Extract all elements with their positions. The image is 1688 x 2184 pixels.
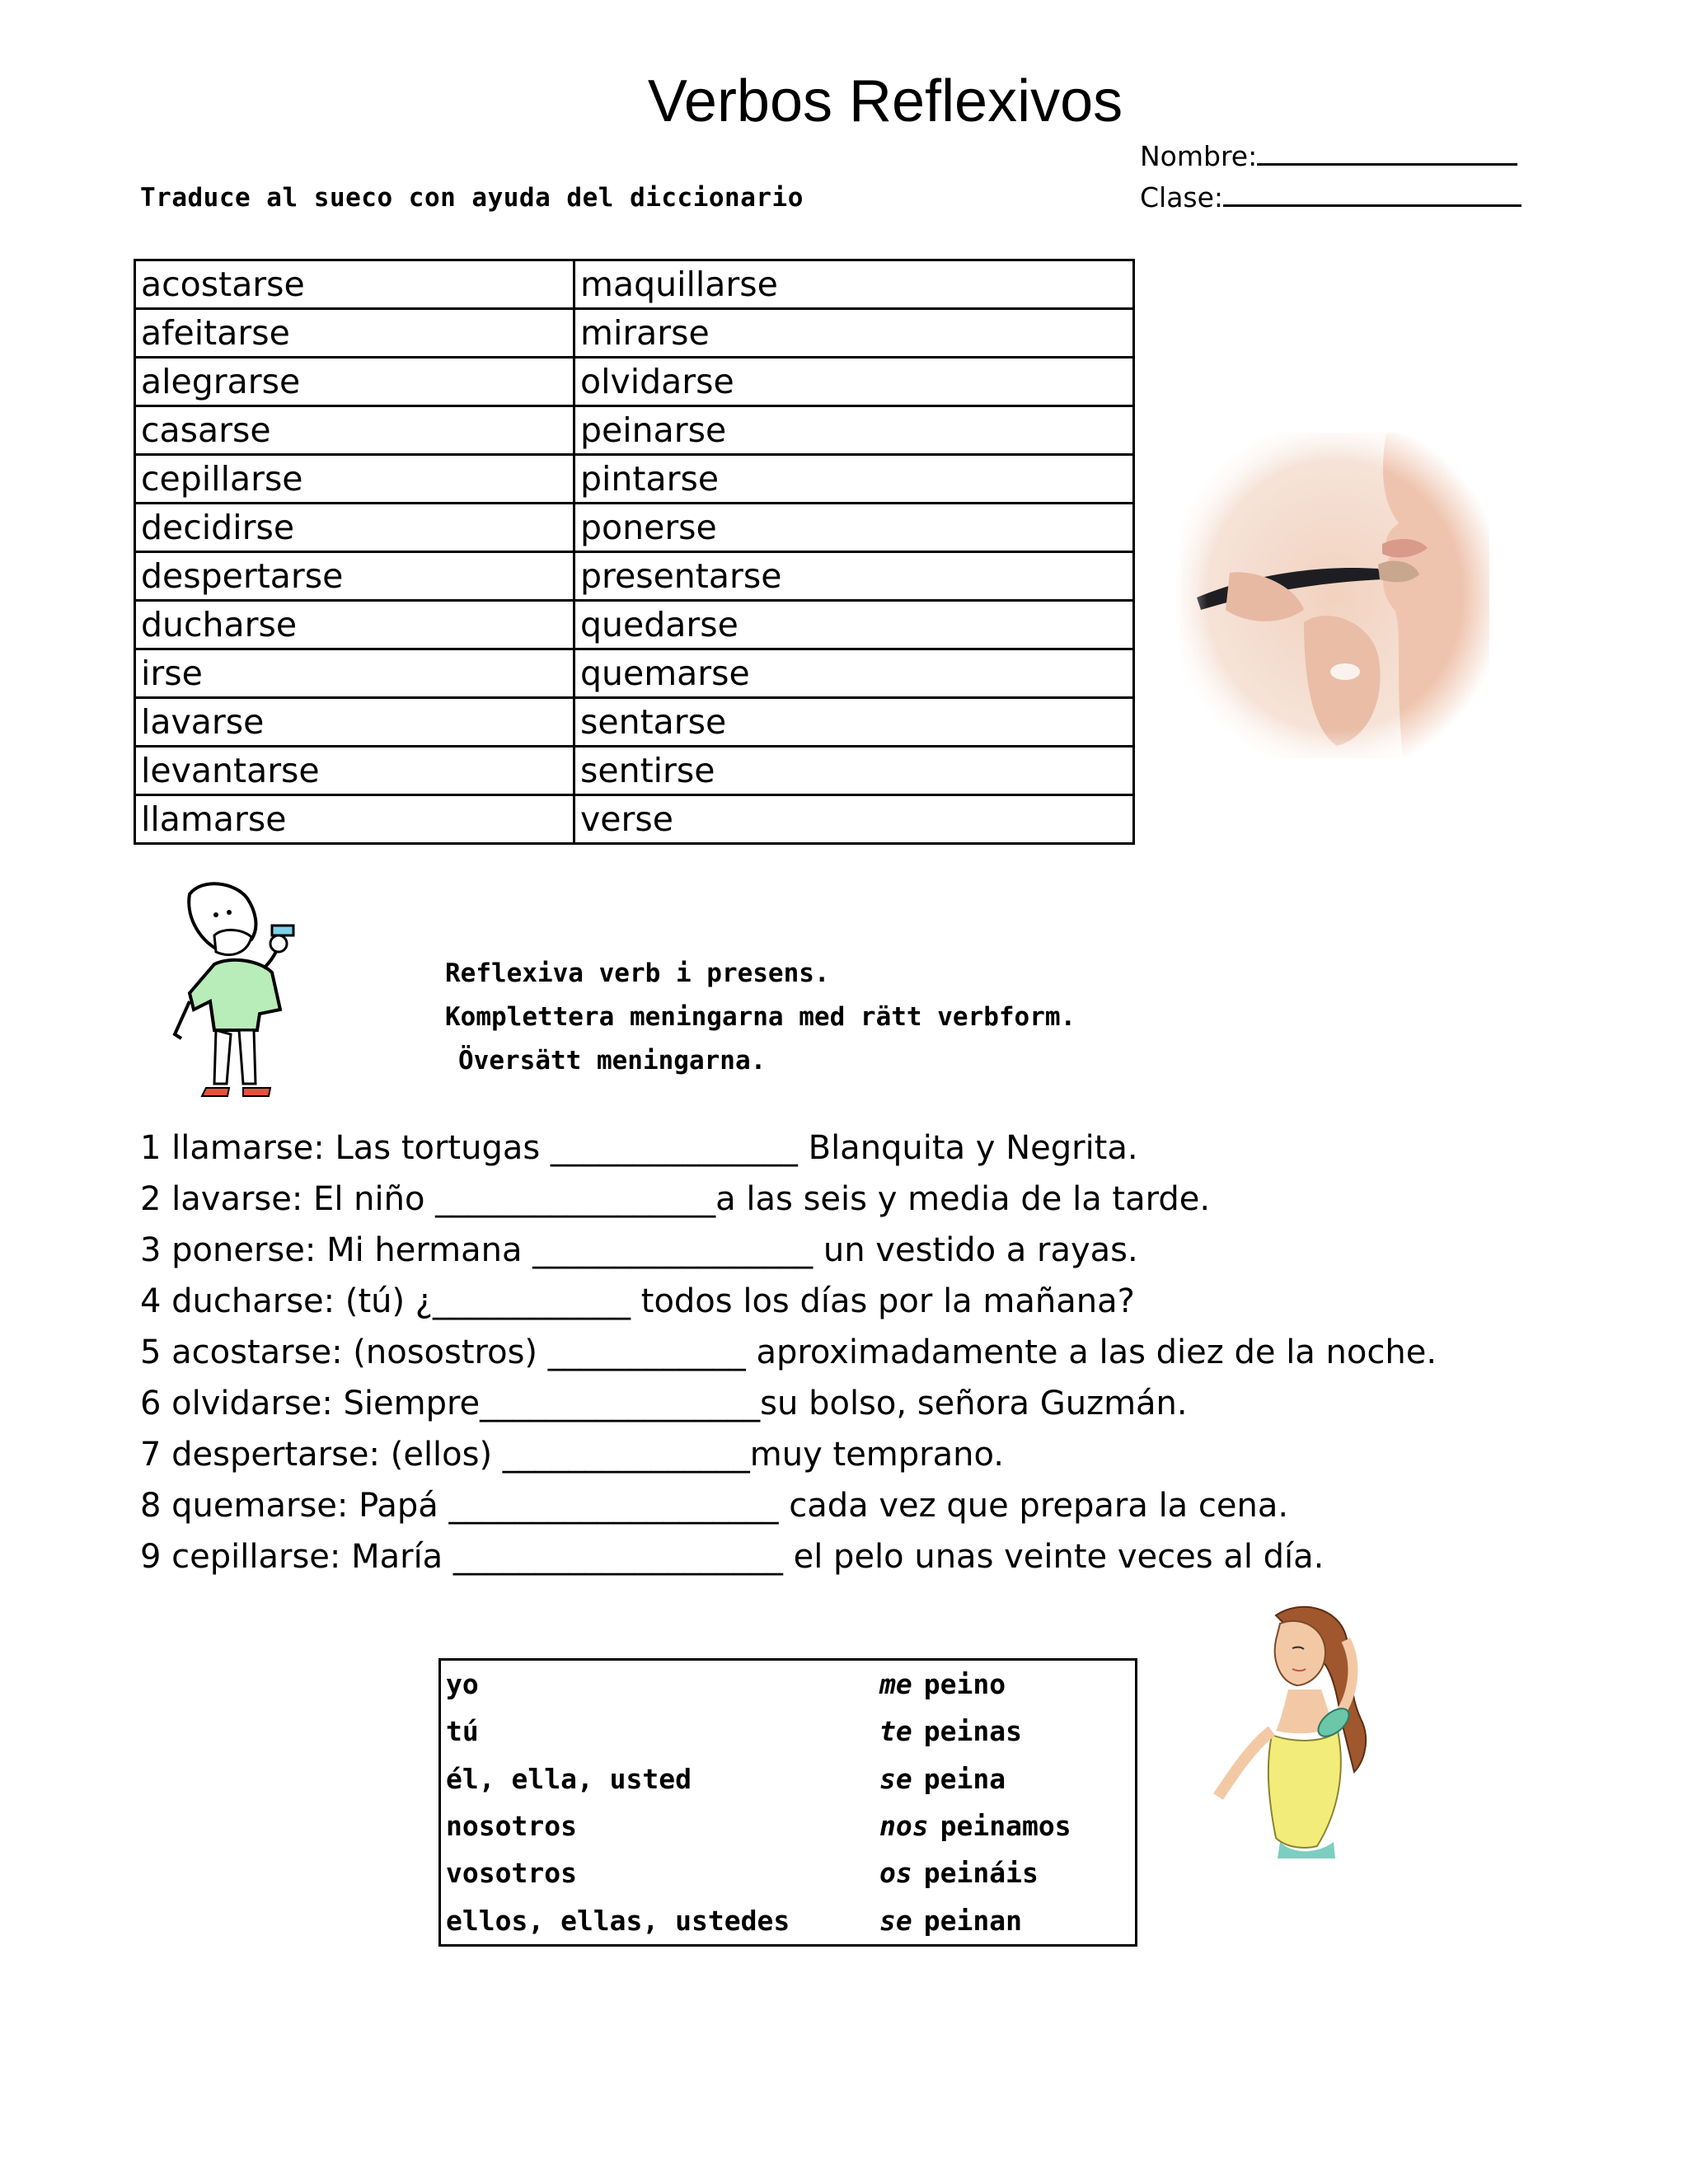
table-row [135,406,1134,455]
exercise-sentence[interactable]: 9 cepillarse: María ____________________ el pelo unas veinte veces al día. [140,1538,1325,1576]
verb-form-cell [874,1849,1137,1896]
conjugation-table [438,1658,1137,1947]
class-field[interactable] [1140,180,1522,216]
vocab-cell: cepillarse [135,455,574,504]
class-label: Clase: [1140,181,1224,213]
vocab-cell: verse [574,795,1134,844]
table-row [135,795,1134,844]
vocab-cell: presentarse [574,552,1134,601]
table-row [440,1755,1137,1802]
table-row [135,698,1134,747]
directions-line: Reflexiva verb i presens. [445,958,830,988]
exercise-sentence[interactable]: 6 olvidarse: Siempre_________________su bolso, señora Guzmán. [140,1385,1188,1422]
vocab-cell: despertarse [135,552,574,601]
verb-form-cell [874,1755,1137,1802]
verb-form: peinan [923,1904,1022,1937]
vocab-cell: acostarse [135,260,574,309]
table-row [135,552,1134,601]
vocab-cell: olvidarse [574,358,1134,406]
shaving-boy-illustration [165,878,330,1104]
subject-cell: él, ella, usted [446,1762,692,1795]
vocab-cell: quemarse [574,649,1134,698]
instruction-text: Traduce al sueco con ayuda del diccionario [140,183,804,213]
subject-cell: nosotros [446,1810,577,1843]
vocab-cell: sentarse [574,698,1134,747]
exercise-sentence[interactable]: 2 lavarse: El niño _________________a las seis y media de la tarde. [140,1180,1211,1218]
name-label: Nombre: [1140,140,1258,172]
verb-form: peinamos [940,1810,1071,1843]
girl-brushing-hair-illustration [1202,1599,1404,1863]
vocab-cell: llamarse [135,795,574,844]
subject-cell: yo [446,1668,479,1701]
subject-cell: ellos, ellas, ustedes [446,1904,790,1937]
reflexive-pronoun: te [879,1715,912,1748]
directions-line: Komplettera meningarna med rätt verbform. [445,1002,1076,1032]
vocab-cell: ducharse [135,601,574,649]
table-row [135,455,1134,504]
vocab-cell: irse [135,649,574,698]
table-row [440,1802,1137,1849]
reflexive-pronoun: se [879,1904,912,1937]
vocab-cell: casarse [135,406,574,455]
table-row [440,1897,1137,1946]
vocab-cell: sentirse [574,747,1134,795]
verb-form-cell [874,1897,1137,1946]
reflexive-pronoun: se [879,1762,912,1795]
table-row [440,1660,1137,1708]
table-row [440,1849,1137,1896]
subject-cell: tú [446,1715,479,1748]
exercise-sentence[interactable]: 8 quemarse: Papá ____________________ cada vez que prepara la cena. [140,1487,1289,1525]
vocab-cell: peinarse [574,406,1134,455]
vocab-cell: lavarse [135,698,574,747]
verb-form-cell [874,1708,1137,1755]
page-title: Verbos Reflexivos [647,68,1123,134]
vocab-cell: alegrarse [135,358,574,406]
vocab-cell: pintarse [574,455,1134,504]
verb-form: peino [923,1668,1006,1701]
table-row [135,649,1134,698]
vocab-cell: mirarse [574,309,1134,358]
exercise-sentence[interactable]: 5 acostarse: (nosostros) ____________ aproximadamente a las diez de la noche. [140,1333,1437,1371]
name-blank-line[interactable] [1257,138,1517,166]
verb-form: peináis [923,1857,1039,1890]
verb-form: peina [923,1762,1006,1795]
vocab-cell: maquillarse [574,260,1134,309]
directions [445,952,1076,1083]
exercise-sentence[interactable]: 1 llamarse: Las tortugas _______________ Blanquita y Negrita. [140,1129,1138,1167]
exercise-sentence[interactable]: 4 ducharse: (tú) ¿____________ todos los días por la mañana? [140,1282,1135,1320]
name-field[interactable] [1140,138,1517,175]
reflexive-pronoun: nos [879,1810,929,1843]
verb-form: peinas [923,1715,1022,1748]
table-row [135,601,1134,649]
table-row [440,1708,1137,1755]
verb-form-cell [874,1660,1137,1708]
vocab-cell: quedarse [574,601,1134,649]
directions-line: Översätt meningarna. [458,1046,767,1076]
vocab-cell: levantarse [135,747,574,795]
reflexive-pronoun: me [879,1668,912,1701]
table-row [135,309,1134,358]
verb-form-cell [874,1802,1137,1849]
class-blank-line[interactable] [1223,180,1522,207]
vocab-table [134,259,1135,845]
table-row [135,358,1134,406]
exercise-sentence[interactable]: 7 despertarse: (ellos) _______________muy temprano. [140,1436,1004,1474]
exercise-list [140,1122,1437,1582]
reflexive-pronoun: os [879,1857,912,1890]
vocab-cell: afeitarse [135,309,574,358]
makeup-photo [1180,433,1489,758]
table-row [135,747,1134,795]
table-row [135,260,1134,309]
subject-cell: vosotros [446,1857,577,1890]
vocab-cell: ponerse [574,504,1134,552]
vocab-cell: decidirse [135,504,574,552]
exercise-sentence[interactable]: 3 ponerse: Mi hermana _________________ un vestido a rayas. [140,1231,1138,1269]
table-row [135,504,1134,552]
